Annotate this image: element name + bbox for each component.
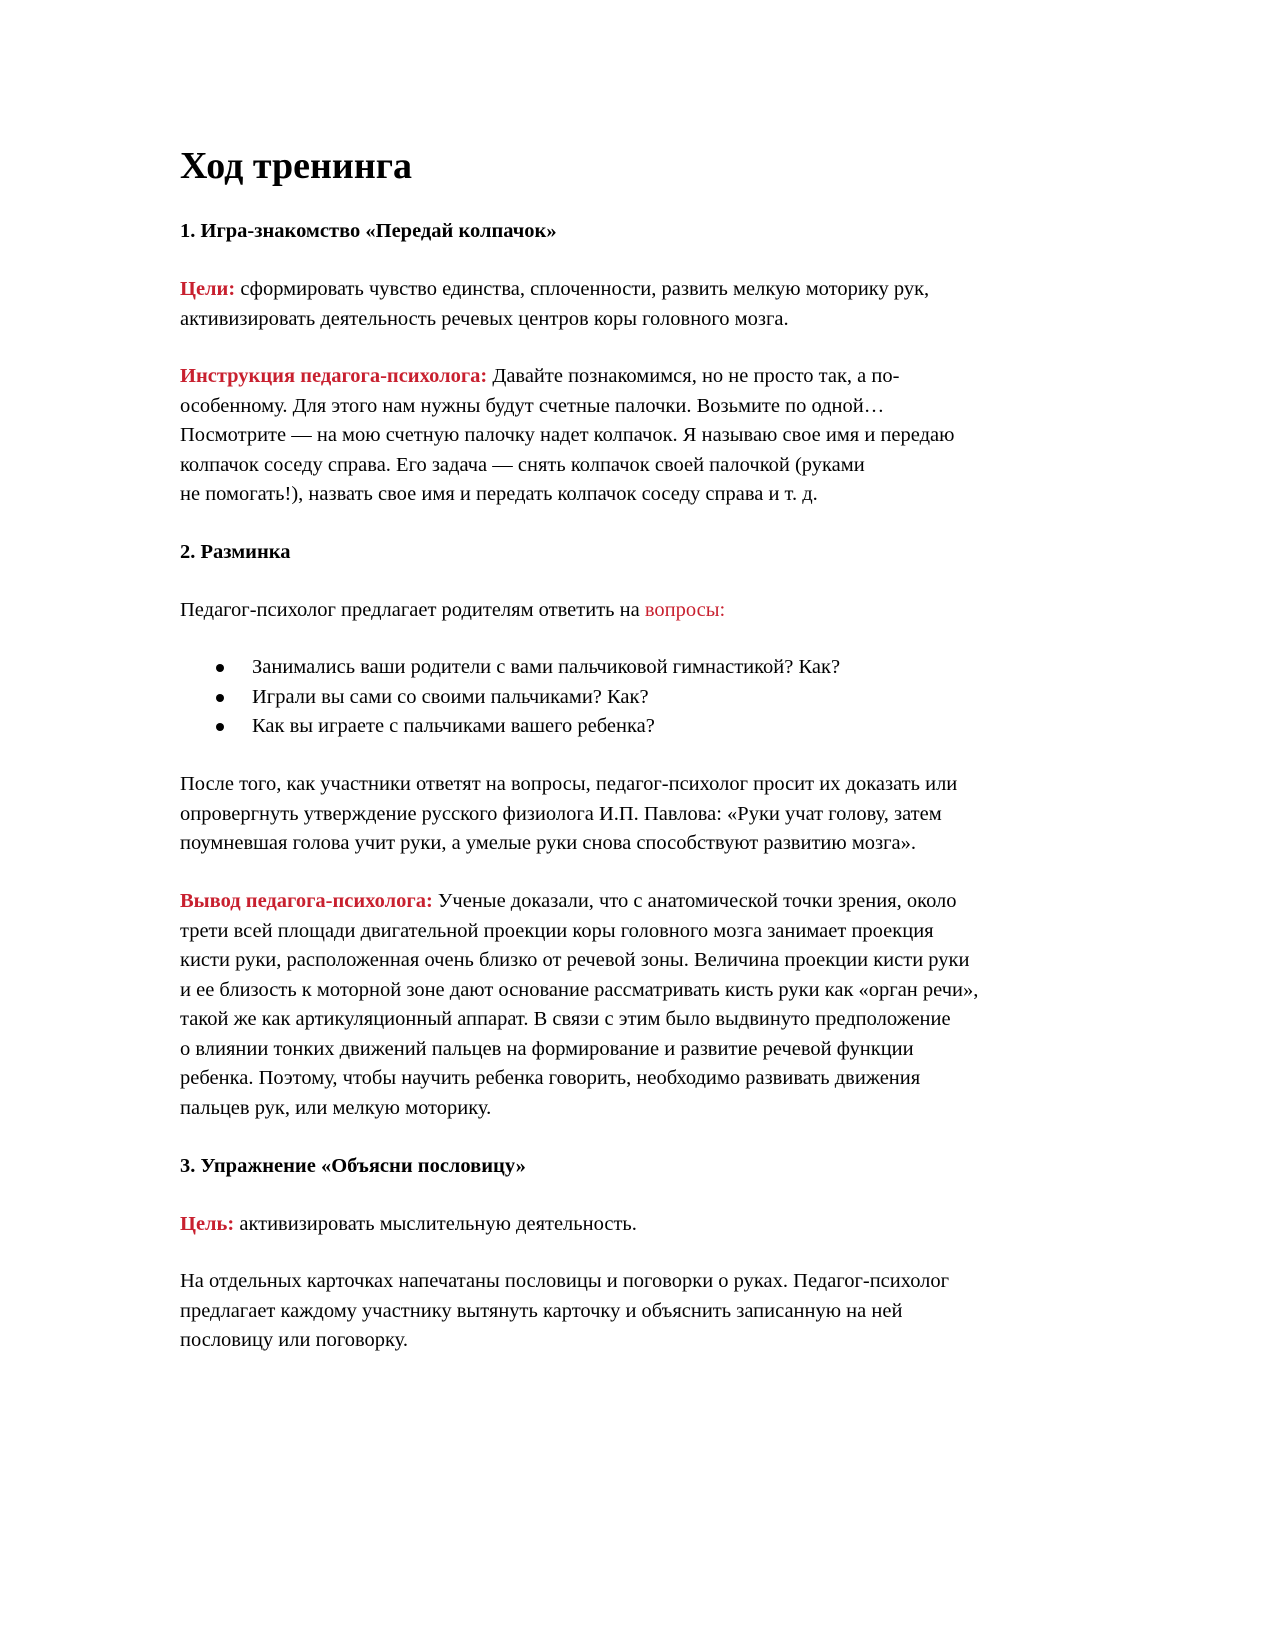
list-item: Как вы играете с пальчиками вашего ребенка? — [180, 712, 1040, 742]
section-2-title: 2. Разминка — [180, 541, 291, 563]
instruction-text-line: Давайте познакомимся, но не просто так, а по- — [487, 365, 900, 387]
section-2-conclusion: Вывод педагога-психолога: Ученые доказали, что с анатомической точки зрения, около трети всей площади двигательной проекции коры головного мозга занимает проекция кисти руки, расположенная очень близко от речевой зоны. Величина проекции кисти руки и ее близость к моторной зоне дают основание рассматривать кисть руки как «орган речи», такой же как артикуляционный аппарат. В связи с этим было выдвинуто предположение о влиянии тонких движений пальцев на формирование и развитие речевой функции ребенка. Поэтому, чтобы научить ребенка говорить, необходимо развивать движения пальцев рук, или мелкую моторику. — [180, 890, 979, 1119]
goals-label: Цели: — [180, 278, 236, 300]
bullet-icon — [216, 694, 224, 702]
section-1-title: 1. Игра-знакомство «Передай колпачок» — [180, 220, 557, 242]
section-3-goal: Цель: активизировать мыслительную деятельность. — [180, 1213, 637, 1235]
instruction-text-line: колпачок соседу справа. Его задача — снять колпачок своей палочкой (руками — [180, 453, 865, 476]
intro-highlight: вопросы: — [644, 599, 726, 621]
list-item: Занимались ваши родители с вами пальчиковой гимнастикой? Как? — [180, 653, 1040, 683]
instruction-text-line: Посмотрите — на мою счетную палочку надет колпачок. Я называю свое имя и передаю — [180, 424, 955, 446]
section-2-after-text: После того, как участники ответят на вопросы, педагог-психолог просит их доказать или опровергнуть утверждение русского физиолога И.П. Павлова: «Руки учат голову, затем поумневшая голова учит руки, а умелые руки снова способствуют развитию мозга». — [180, 773, 958, 854]
instruction-label: Инструкция педагога-психолога: — [180, 365, 488, 387]
goal-label: Цель: — [180, 1213, 235, 1235]
bullet-icon — [216, 723, 224, 731]
goals-text-line: сформировать чувство единства, сплоченности, развить мелкую моторику рук, — [235, 278, 930, 300]
section-3-body: На отдельных карточках напечатаны пословицы и поговорки о руках. Педагог-психолог предлагает каждому участнику вытянуть карточку и объяснить записанную на ней пословицу или поговорку. — [180, 1270, 950, 1351]
intro-text: Педагог-психолог предлагает родителям ответить на — [180, 599, 645, 621]
list-item: Играли вы сами со своими пальчиками? Как? — [180, 683, 1040, 713]
section-3-title: 3. Упражнение «Объясни пословицу» — [180, 1155, 526, 1177]
questions-list — [180, 653, 1040, 742]
bullet-icon — [216, 664, 224, 672]
instruction-text-line: не помогать!), назвать свое имя и передать колпачок соседу справа и т. д. — [180, 483, 818, 505]
section-1-goals — [180, 275, 1040, 334]
page-title: Ход тренинга — [180, 145, 412, 187]
instruction-text-line: особенному. Для этого нам нужны будут счетные палочки. Возьмите по одной… — [180, 394, 885, 417]
section-1-instruction — [180, 362, 1040, 510]
conclusion-label: Вывод педагога-психолога: — [180, 890, 433, 912]
section-2-intro — [180, 596, 1040, 626]
goals-text-line: активизировать деятельность речевых центров коры головного мозга. — [180, 307, 789, 330]
